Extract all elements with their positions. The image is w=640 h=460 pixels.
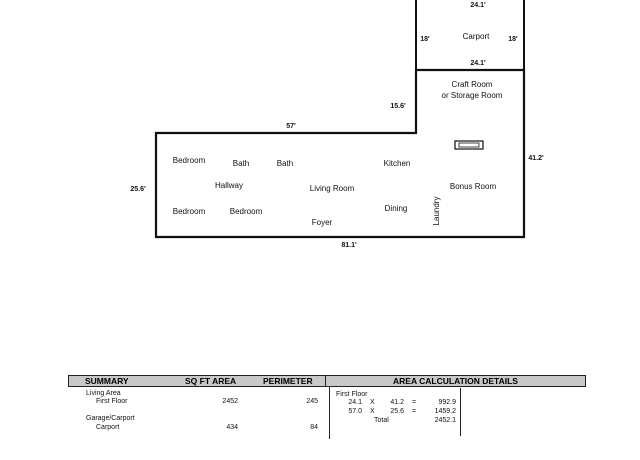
calc-row-2-op: X: [370, 408, 375, 415]
room-label: Bonus Room: [449, 182, 497, 191]
fireplace-icon: [455, 141, 483, 149]
room-label: Kitchen: [383, 159, 411, 168]
calc-row-2-result: 1459.2: [434, 408, 456, 415]
room-label: Hallway: [214, 181, 244, 190]
calc-total: 2452.1: [434, 417, 456, 424]
room-label: Bath: [276, 159, 294, 168]
calculation-details: [332, 388, 461, 436]
room-label: Bedroom: [229, 207, 263, 216]
garage-item: Carport: [96, 424, 120, 431]
room-label: Bedroom: [172, 207, 206, 216]
living-area-perimeter: 245: [306, 398, 318, 405]
calc-row-1-b: 41.2: [390, 399, 404, 406]
summary-body: [68, 387, 586, 439]
calc-row-1-a: 24.1: [348, 399, 362, 406]
calc-row-2-a: 57.0: [348, 408, 362, 415]
header-perimeter: PERIMETER: [263, 376, 313, 386]
column-divider: [329, 387, 330, 439]
dim-carport-left: 18': [420, 36, 430, 43]
living-area-item: First Floor: [96, 398, 128, 405]
details-floor: First Floor: [336, 391, 368, 398]
header-area-calculation: AREA CALCULATION DETAILS: [325, 376, 585, 386]
calc-row-2-eq: =: [412, 408, 417, 415]
header-summary: SUMMARY: [85, 376, 129, 386]
room-label: Carport: [462, 32, 490, 41]
area-summary-table: [68, 375, 586, 439]
header-sqft-area: SQ FT AREA: [185, 376, 237, 386]
calc-row-1-eq: =: [412, 399, 417, 406]
calc-row-2-b: 25.6: [390, 408, 404, 415]
dim-carport-right: 18': [508, 36, 518, 43]
dim-main-top: 57': [286, 123, 296, 130]
room-label: Craft Room: [451, 80, 493, 89]
dim-notch: 15.6': [390, 103, 406, 110]
living-area-sqft: 2452: [222, 398, 238, 405]
room-label: Dining: [384, 204, 408, 213]
living-area-label: Living Area: [86, 390, 121, 397]
dim-bottom: 81.1': [341, 242, 357, 249]
dim-right-side: 41.2': [528, 155, 544, 162]
summary-header: [68, 375, 586, 387]
garage-sqft: 434: [226, 424, 238, 431]
calc-row-1-op: X: [370, 399, 375, 406]
garage-label: Garage/Carport: [86, 415, 135, 422]
room-label: Laundry: [432, 196, 441, 226]
room-label: Bath: [232, 159, 250, 168]
room-label: Foyer: [311, 218, 333, 227]
calc-total-label: Total: [374, 417, 389, 424]
calc-row-1-result: 992.9: [438, 399, 456, 406]
room-label: or Storage Room: [441, 91, 503, 100]
room-label: Bedroom: [172, 156, 206, 165]
dim-carport-bottom: 24.1': [470, 60, 486, 67]
dim-left-side: 25.6': [130, 186, 146, 193]
garage-perimeter: 84: [310, 424, 318, 431]
room-label: Living Room: [309, 184, 355, 193]
dim-carport-top: 24.1': [470, 2, 486, 9]
